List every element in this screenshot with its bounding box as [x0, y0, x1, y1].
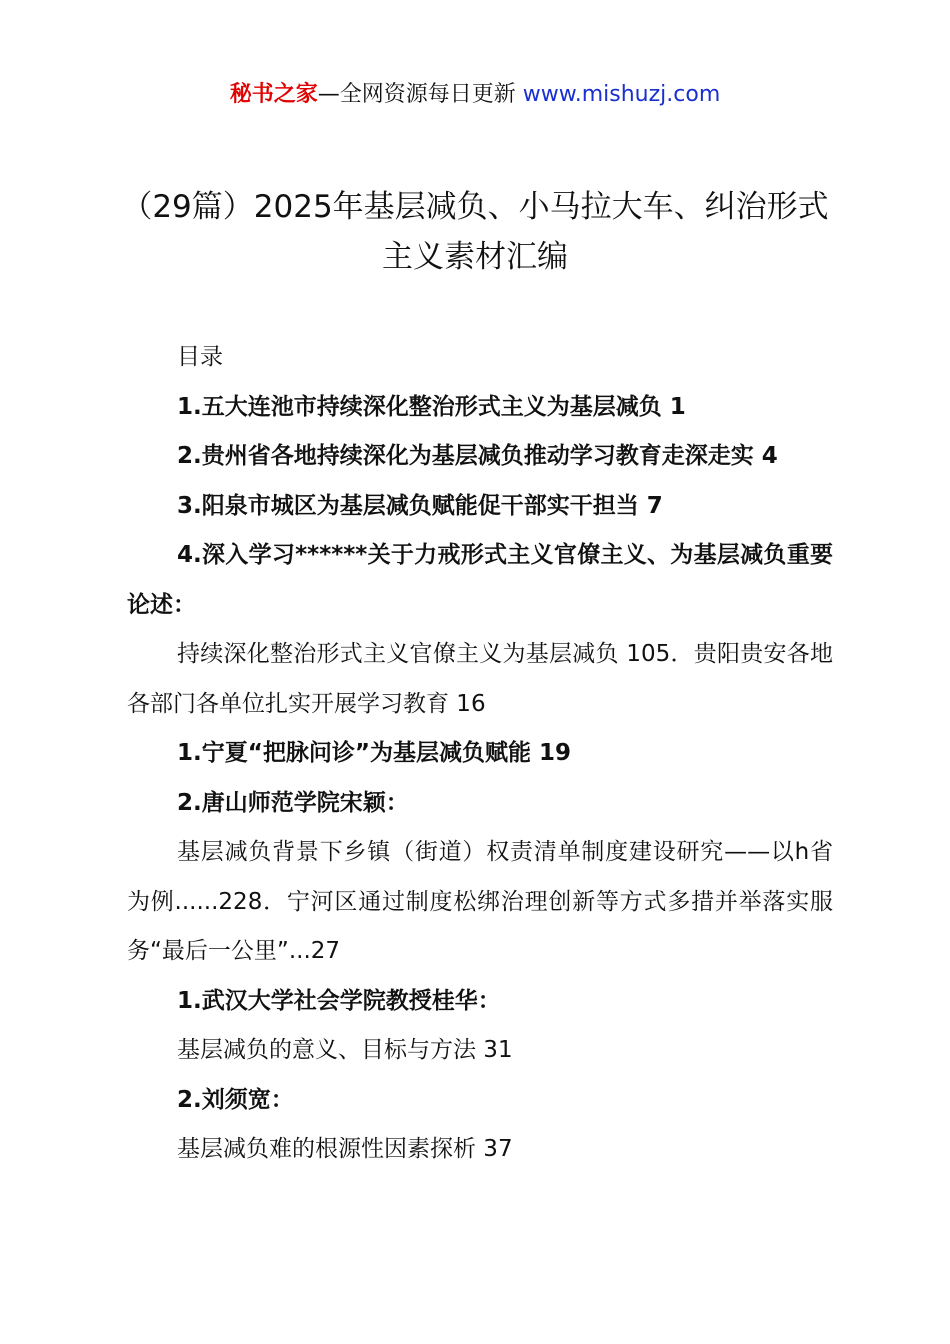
toc-entry: 2.唐山师范学院宋颖： [177, 789, 409, 816]
toc-entry: 2.刘须宽： [177, 1086, 294, 1113]
toc-entry: 基层减负的意义、目标与方法 31 [177, 1037, 513, 1063]
toc-entry: 3.阳泉市城区为基层减负赋能促干部实干担当 7 [177, 492, 663, 519]
toc-entry: 1.五大连池市持续深化整治形式主义为基层减负 1 [177, 393, 686, 420]
site-slogan: —全网资源每日更新 [317, 82, 523, 107]
toc-heading: 目录 [177, 344, 223, 370]
toc-entry: 基层减负背景下乡镇（街道）权责清单制度建设研究——以h省为例......228．宁河区通过制度松绑治理创新等方式多措并举落实服务“最后一公里”...27 [127, 839, 833, 964]
toc-entry: 1.宁夏“把脉问诊”为基层减负赋能 19 [177, 740, 571, 766]
site-url[interactable]: www.mishuzj.com [522, 82, 721, 107]
site-header [0, 80, 950, 110]
site-brand: 秘书之家 [229, 82, 318, 107]
toc-entry: 1.武汉大学社会学院教授桂华： [177, 987, 501, 1014]
toc-entry: 基层减负难的根源性因素探析 37 [177, 1136, 513, 1162]
document-title: （29篇）2025年基层减负、小马拉大车、纠治形式主义素材汇编 [121, 189, 829, 275]
toc-entry: 4.深入学习******关于力戒形式主义官僚主义、为基层减负重要论述： [127, 542, 833, 618]
table-of-contents [127, 333, 833, 1175]
toc-entry: 持续深化整治形式主义官僚主义为基层减负 105．贵阳贵安各地各部门各单位扎实开展学习教育 16 [127, 641, 833, 717]
toc-entry: 2.贵州省各地持续深化为基层减负推动学习教育走深走实 4 [177, 443, 778, 469]
